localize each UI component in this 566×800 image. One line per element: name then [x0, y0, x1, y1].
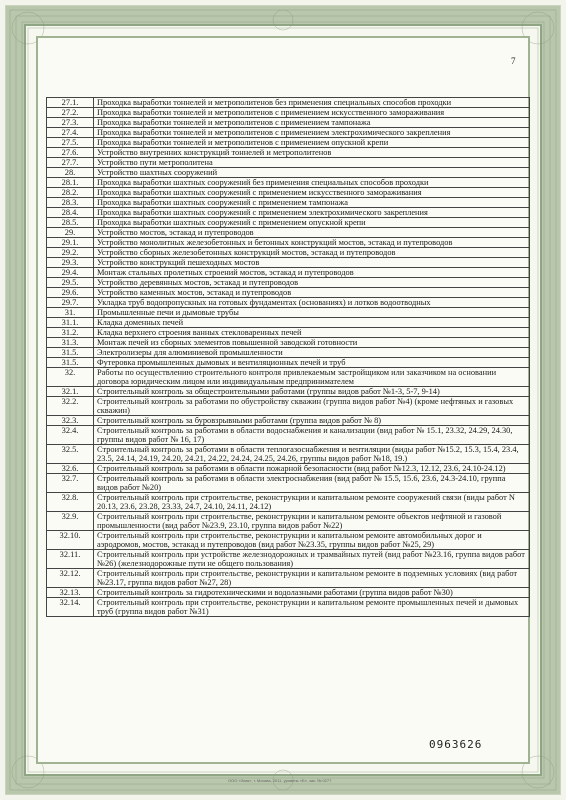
table-row — [47, 426, 530, 445]
table-row — [47, 288, 530, 298]
row-number: 27.1. — [47, 98, 94, 108]
row-number: 31.1. — [47, 318, 94, 328]
row-description: Строительный контроль за работами в области водоснабжения и канализации (вид работ № 15.1, 23.32, 24.29, 24.30, группы видов работ № 16, 17) — [94, 426, 530, 445]
row-number: 27.5. — [47, 138, 94, 148]
table-row — [47, 531, 530, 550]
row-description: Строительный контроль при строительстве, реконструкции и капитальном ремонте в подземных условиях (вид работ №23.17, группа видов работ №27, 28) — [94, 569, 530, 588]
table-row — [47, 268, 530, 278]
row-number: 32.4. — [47, 426, 94, 445]
row-description: Устройство каменных мостов, эстакад и путепроводов — [94, 288, 530, 298]
row-number: 29.5. — [47, 278, 94, 288]
row-number: 32.3. — [47, 416, 94, 426]
row-number: 32.11. — [47, 550, 94, 569]
row-number: 32. — [47, 368, 94, 387]
row-number: 29.6. — [47, 288, 94, 298]
row-description: Строительный контроль при строительстве, реконструкции и капитальном ремонте сооружений связи (виды работ N 20.13, 23.6, 23.28, 23.33, 24.7, 24.10, 24.11, 24.12) — [94, 493, 530, 512]
row-number: 28.1. — [47, 178, 94, 188]
row-description: Проходка выработки тоннелей и метрополитенов с применением искусственного замораживания — [94, 108, 530, 118]
row-description: Строительный контроль за гидротехническими и водолазными работами (группа видов работ №30) — [94, 588, 530, 598]
table-row — [47, 348, 530, 358]
table-row — [47, 416, 530, 426]
row-description: Устройство конструкций пешеходных мостов — [94, 258, 530, 268]
table-row — [47, 218, 530, 228]
row-number: 31.5. — [47, 348, 94, 358]
table-row — [47, 512, 530, 531]
table-row — [47, 198, 530, 208]
row-number: 31.3. — [47, 338, 94, 348]
row-description: Монтаж стальных пролетных строений мостов, эстакад и путепроводов — [94, 268, 530, 278]
table-row — [47, 188, 530, 198]
row-number: 28.4. — [47, 208, 94, 218]
row-description: Футеровка промышленных дымовых и вентиляционных печей и труб — [94, 358, 530, 368]
row-description: Устройство монолитных железобетонных и бетонных конструкций мостов, эстакад и путепроводов — [94, 238, 530, 248]
row-number: 31. — [47, 308, 94, 318]
table-row — [47, 397, 530, 416]
table-row — [47, 318, 530, 328]
row-number: 29. — [47, 228, 94, 238]
row-description: Электролизеры для алюминиевой промышленности — [94, 348, 530, 358]
table-row — [47, 298, 530, 308]
row-number: 31.5. — [47, 358, 94, 368]
row-number: 27.7. — [47, 158, 94, 168]
table-row — [47, 464, 530, 474]
row-description: Строительный контроль за работами в области пожарной безопасности (вид работ №12.3, 12.12, 23.6, 24.10-24.12) — [94, 464, 530, 474]
row-number: 29.7. — [47, 298, 94, 308]
row-number: 32.7. — [47, 474, 94, 493]
serial-number: 0963626 — [429, 738, 483, 751]
table-row — [47, 493, 530, 512]
row-number: 27.3. — [47, 118, 94, 128]
row-description: Работы по осуществлению строительного контроля привлекаемым застройщиком или заказчиком на основании договора юридическим лицом или индивидуальным предпринимателем — [94, 368, 530, 387]
row-description: Устройство шахтных сооружений — [94, 168, 530, 178]
row-description: Строительный контроль за работами в области теплогазоснабжения и вентиляции (виды работ №15.2, 15.3, 15.4, 23.4, 23.5, 24.14, 24.19, 24.20, 24.21, 24.22, 24.24, 24.25, 24.26, группы видов работ №18, 19.) — [94, 445, 530, 464]
row-number: 29.1. — [47, 238, 94, 248]
row-number: 27.4. — [47, 128, 94, 138]
row-description: Проходка выработки шахтных сооружений с применением опускной крепи — [94, 218, 530, 228]
row-number: 28.3. — [47, 198, 94, 208]
row-number: 32.6. — [47, 464, 94, 474]
row-description: Устройство мостов, эстакад и путепроводов — [94, 228, 530, 238]
row-number: 32.5. — [47, 445, 94, 464]
row-number: 32.13. — [47, 588, 94, 598]
row-description: Строительный контроль за работами по обустройству скважин (группа видов работ №4) (кроме нефтяных и газовых скважин) — [94, 397, 530, 416]
row-description: Строительный контроль при устройстве железнодорожных и трамвайных путей (вид работ №23.16, группа видов работ №26) (железнодорожные пути не общего пользования) — [94, 550, 530, 569]
row-description: Устройство пути метрополитена — [94, 158, 530, 168]
table-row — [47, 208, 530, 218]
row-description: Проходка выработки тоннелей и метрополитенов с применением электрохимического закрепления — [94, 128, 530, 138]
row-description: Проходка выработки шахтных сооружений с применением электрохимического закрепления — [94, 208, 530, 218]
table-row — [47, 550, 530, 569]
table-row — [47, 148, 530, 158]
table-row — [47, 598, 530, 617]
row-number: 32.1. — [47, 387, 94, 397]
table-row — [47, 474, 530, 493]
table-row — [47, 228, 530, 238]
row-description: Проходка выработки тоннелей и метрополитенов с применением тампонажа — [94, 118, 530, 128]
table-row — [47, 138, 530, 148]
row-description: Строительный контроль за буровзрывными работами (группа видов работ № 8) — [94, 416, 530, 426]
row-number: 29.2. — [47, 248, 94, 258]
row-number: 27.6. — [47, 148, 94, 158]
row-description: Устройство деревянных мостов, эстакад и путепроводов — [94, 278, 530, 288]
page-number: 7 — [511, 56, 516, 66]
row-description: Строительный контроль при строительстве, реконструкции и капитальном ремонте объектов нефтяной и газовой промышленности (вид работ №23.9, 23.10, группа видов работ №22) — [94, 512, 530, 531]
table-row — [47, 178, 530, 188]
table-row — [47, 168, 530, 178]
row-number: 32.12. — [47, 569, 94, 588]
table-row — [47, 278, 530, 288]
row-description: Строительный контроль при строительстве, реконструкции и капитальном ремонте автомобильных дорог и аэродромов, мостов, эстакад и путепроводов (вид работ №23.35, группы видов работ №25, 29) — [94, 531, 530, 550]
row-number: 29.4. — [47, 268, 94, 278]
table-row — [47, 445, 530, 464]
work-types-table — [46, 97, 530, 617]
table-row — [47, 308, 530, 318]
row-description: Кладка верхнего строения ванных стекловаренных печей — [94, 328, 530, 338]
row-number: 31.2. — [47, 328, 94, 338]
row-number: 28.2. — [47, 188, 94, 198]
row-number: 28.5. — [47, 218, 94, 228]
row-description: Устройство внутренних конструкций тоннелей и метрополитенов — [94, 148, 530, 158]
row-description: Монтаж печей из сборных элементов повышенной заводской готовности — [94, 338, 530, 348]
table-row — [47, 108, 530, 118]
table-row — [47, 118, 530, 128]
table-row — [47, 588, 530, 598]
table-row — [47, 248, 530, 258]
row-description: Проходка выработки шахтных сооружений с применением тампонажа — [94, 198, 530, 208]
table-row — [47, 338, 530, 348]
row-number: 27.2. — [47, 108, 94, 118]
table-row — [47, 258, 530, 268]
table-row — [47, 158, 530, 168]
row-number: 29.3. — [47, 258, 94, 268]
row-number: 32.2. — [47, 397, 94, 416]
row-description: Строительный контроль за работами в области электроснабжения (вид работ № 15.5, 15.6, 23.6, 24.3-24.10, группа видов работ №20) — [94, 474, 530, 493]
row-description: Строительный контроль за общестроительными работами (группы видов работ №1-3, 5-7, 9-14) — [94, 387, 530, 397]
row-description: Проходка выработки тоннелей и метрополитенов без применения специальных способов проходки — [94, 98, 530, 108]
row-description: Проходка выработки тоннелей и метрополитенов с применением опускной крепи — [94, 138, 530, 148]
row-description: Проходка выработки шахтных сооружений без применения специальных способов проходки — [94, 178, 530, 188]
table-row — [47, 128, 530, 138]
row-number: 32.10. — [47, 531, 94, 550]
row-description: Проходка выработки шахтных сооружений с применением искусственного замораживания — [94, 188, 530, 198]
row-number: 32.9. — [47, 512, 94, 531]
printer-imprint: ООО «Знак», г. Москва, 2011, уровень «Б», зак. № 0277 — [228, 778, 332, 783]
row-description: Промышленные печи и дымовые трубы — [94, 308, 530, 318]
row-description: Укладка труб водопропускных на готовых фундаментах (основаниях) и лотков водоотводных — [94, 298, 530, 308]
row-number: 32.14. — [47, 598, 94, 617]
row-description: Устройство сборных железобетонных конструкций мостов, эстакад и путепроводов — [94, 248, 530, 258]
table-row — [47, 387, 530, 397]
table-row — [47, 98, 530, 108]
table-row — [47, 368, 530, 387]
row-description: Строительный контроль при строительстве, реконструкции и капитальном ремонте промышленных печей и дымовых труб (группа видов работ №31) — [94, 598, 530, 617]
table-row — [47, 328, 530, 338]
table-row — [47, 238, 530, 248]
row-description: Кладка доменных печей — [94, 318, 530, 328]
row-number: 32.8. — [47, 493, 94, 512]
row-number: 28. — [47, 168, 94, 178]
table-row — [47, 358, 530, 368]
table-row — [47, 569, 530, 588]
